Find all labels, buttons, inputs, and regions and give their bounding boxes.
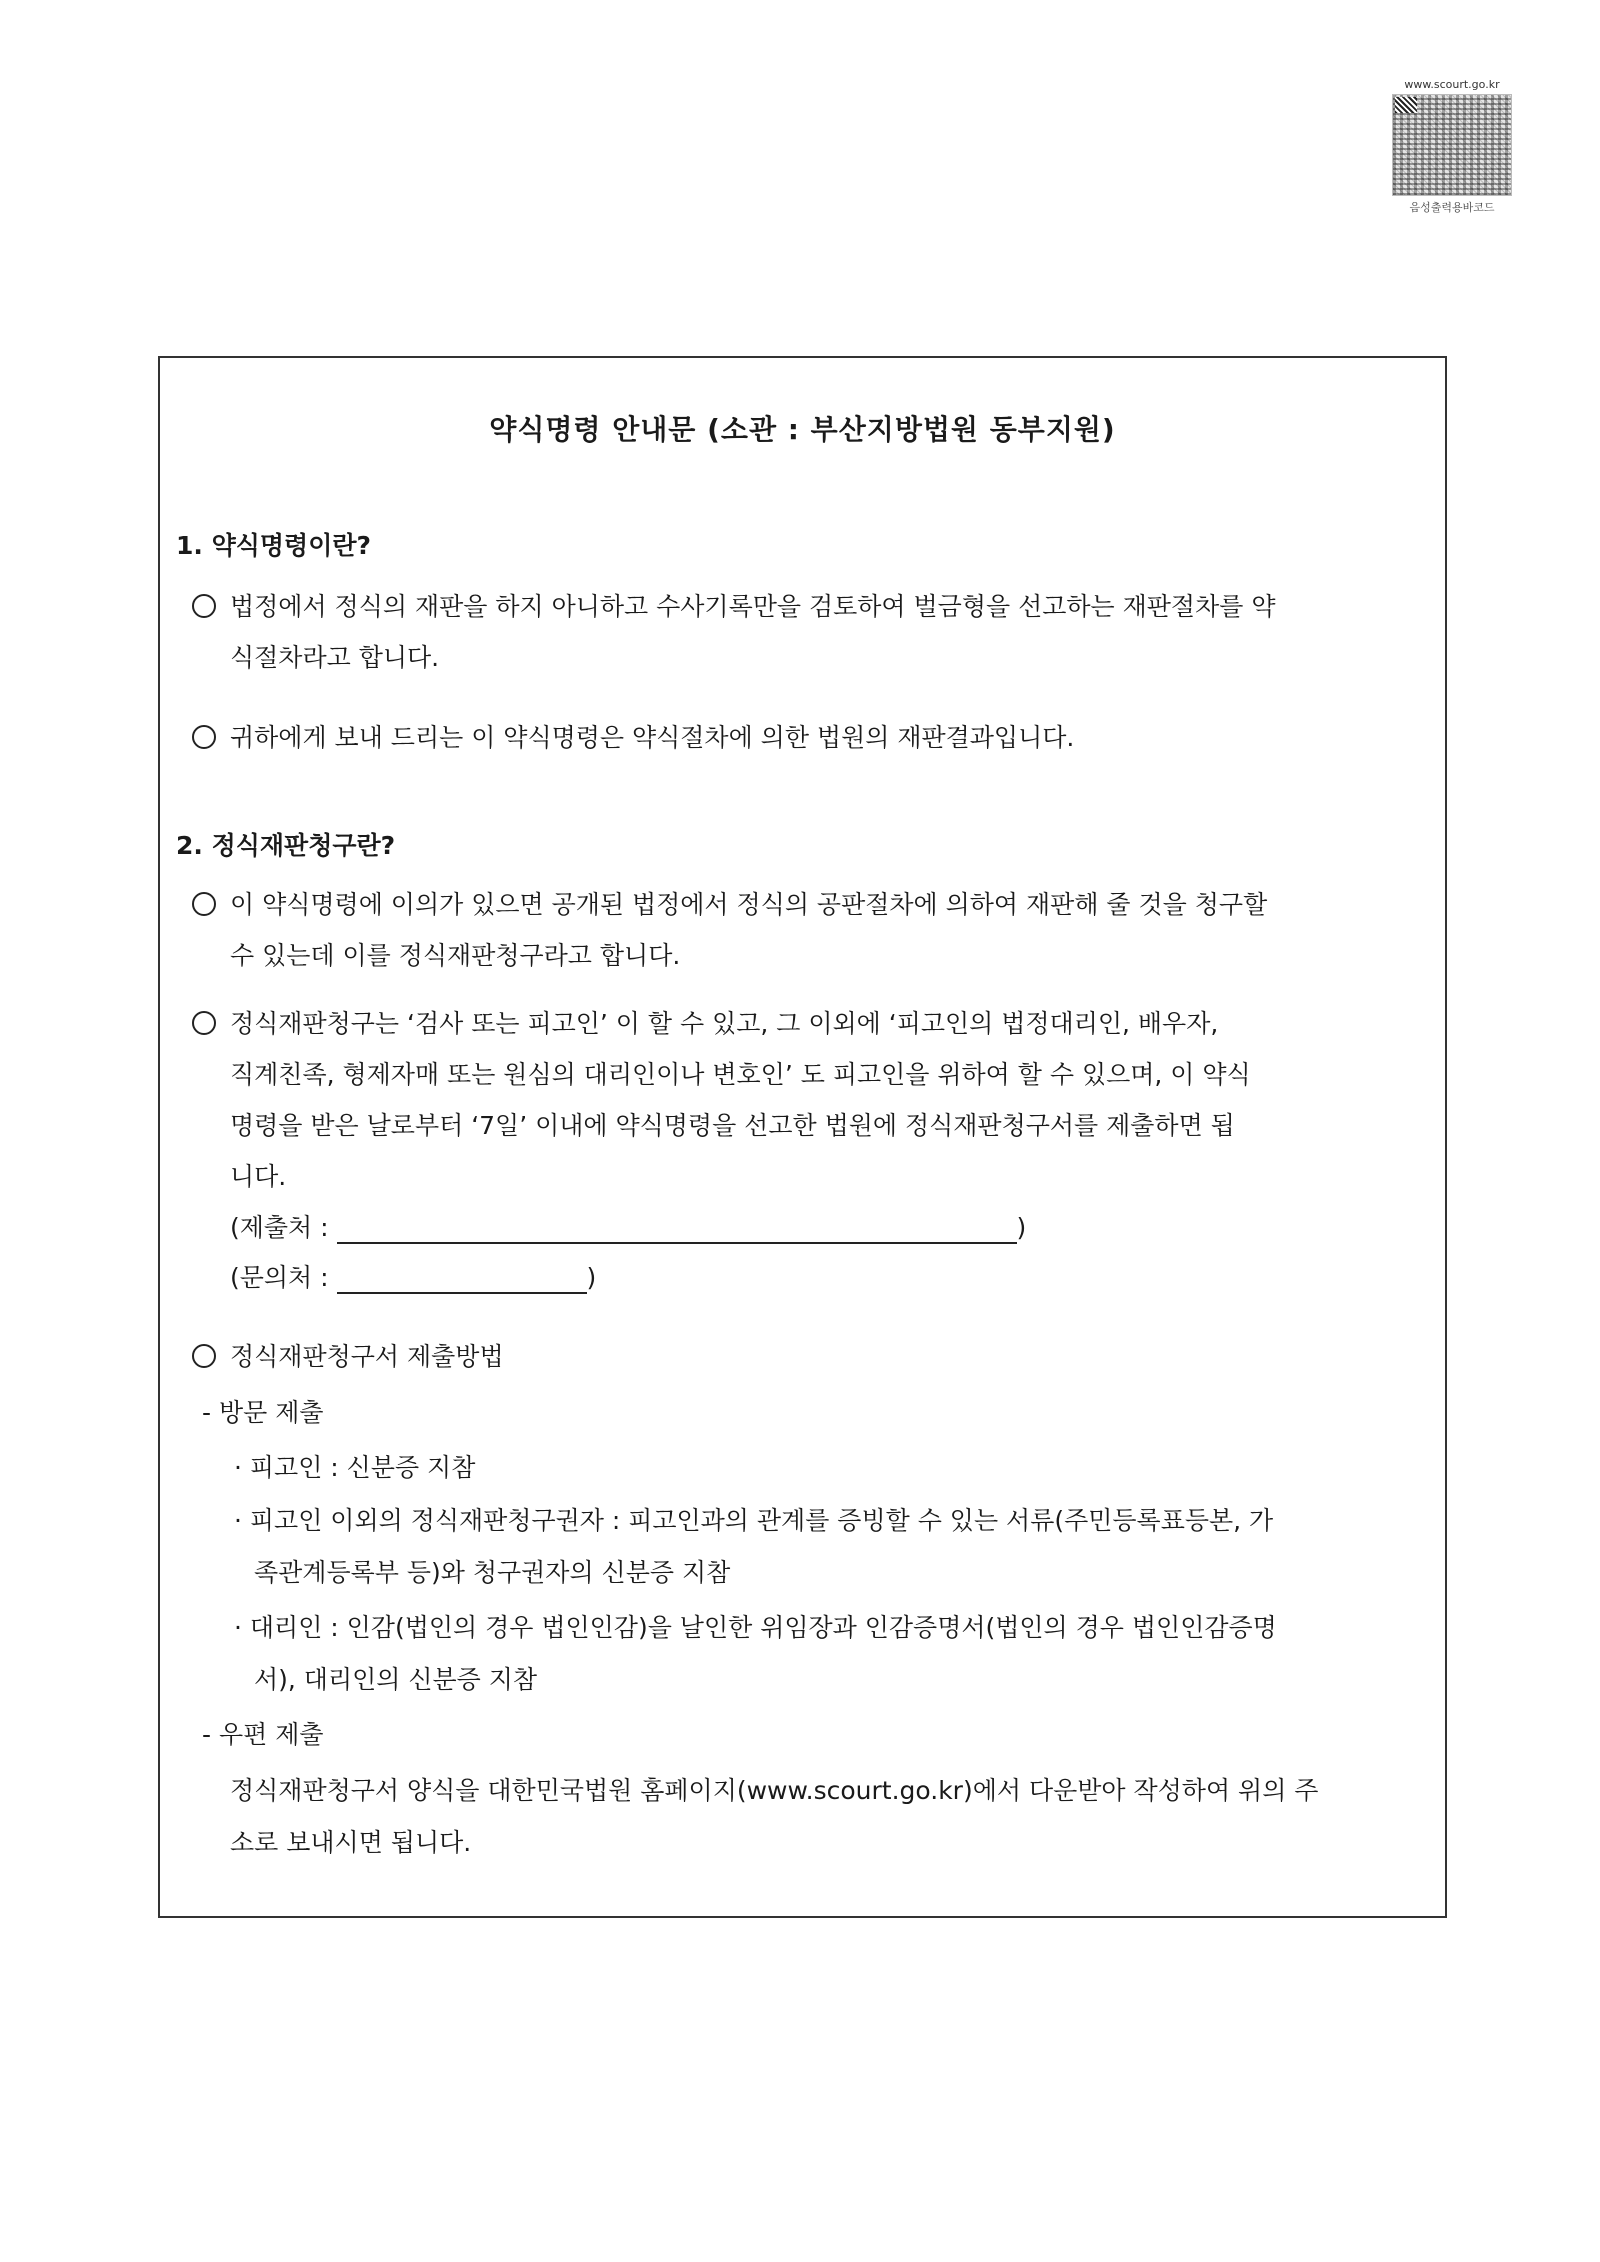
visit-heading: - 방문 제출	[202, 1398, 324, 1427]
visit-item-3-line2: 서), 대리인의 신분증 지참	[254, 1665, 538, 1694]
submit-to-blank	[337, 1216, 1017, 1244]
section2-heading: 2. 정식재판청구란?	[176, 831, 396, 860]
s2-p2-line4: 니다.	[230, 1162, 287, 1191]
s1-p1-line1: 법정에서 정식의 재판을 하지 아니하고 수사기록만을 검토하여 벌금형을 선고하는 재판절차를 약	[230, 592, 1276, 621]
submit-to-label: (제출처 :	[230, 1213, 329, 1242]
voice-barcode	[1388, 78, 1516, 215]
submit-to-field	[230, 1208, 1026, 1244]
s2-p1-line1: 이 약식명령에 이의가 있으면 공개된 법정에서 정식의 공판절차에 의하여 재판해 줄 것을 청구할	[230, 890, 1268, 919]
notice-title: 약식명령 안내문 (소관 : 부산지방법원 동부지원)	[489, 413, 1116, 446]
mail-line2: 소로 보내시면 됩니다.	[230, 1828, 472, 1857]
bullet-circle-icon	[192, 892, 216, 916]
submit-to-close: )	[1016, 1213, 1027, 1242]
bullet-circle-icon	[192, 1011, 216, 1035]
mail-heading: - 우편 제출	[202, 1720, 324, 1749]
method-heading: 정식재판청구서 제출방법	[230, 1342, 504, 1371]
s2-p1-line2: 수 있는데 이를 정식재판청구라고 합니다.	[230, 941, 681, 970]
visit-item-3-line1: · 대리인 : 인감(법인의 경우 법인인감)을 날인한 위임장과 인감증명서(법인의 경우 법인인감증명	[234, 1613, 1277, 1642]
s2-p2-line1: 정식재판청구는 ‘검사 또는 피고인’ 이 할 수 있고, 그 이외에 ‘피고인의 법정대리인, 배우자,	[230, 1009, 1219, 1038]
bullet-circle-icon	[192, 1344, 216, 1368]
barcode-url: www.scourt.go.kr	[1404, 78, 1500, 91]
inquiry-label: (문의처 :	[230, 1263, 329, 1292]
bullet-circle-icon	[192, 594, 216, 618]
visit-item-2-line1: · 피고인 이외의 정식재판청구권자 : 피고인과의 관계를 증빙할 수 있는 서류(주민등록표등본, 가	[234, 1506, 1274, 1535]
mail-line1: 정식재판청구서 양식을 대한민국법원 홈페이지(www.scourt.go.kr)에서 다운받아 작성하여 위의 주	[230, 1776, 1319, 1805]
inquiry-field	[230, 1258, 596, 1294]
visit-item-1: · 피고인 : 신분증 지참	[234, 1453, 476, 1482]
s2-p2-line2: 직계친족, 형제자매 또는 원심의 대리인이나 변호인’ 도 피고인을 위하여 할 수 있으며, 이 약식	[230, 1060, 1251, 1089]
visit-item-2-line2: 족관계등록부 등)와 청구권자의 신분증 지참	[254, 1558, 731, 1587]
qr-code-icon	[1392, 94, 1512, 196]
inquiry-blank	[337, 1266, 587, 1294]
inquiry-close: )	[586, 1263, 597, 1292]
notice-box	[158, 356, 1447, 1918]
barcode-caption: 음성출력용바코드	[1409, 201, 1495, 214]
bullet-circle-icon	[192, 725, 216, 749]
s1-p2-line1: 귀하에게 보내 드리는 이 약식명령은 약식절차에 의한 법원의 재판결과입니다.	[230, 723, 1075, 752]
s2-p2-line3: 명령을 받은 날로부터 ‘7일’ 이내에 약식명령을 선고한 법원에 정식재판청구서를 제출하면 됩	[230, 1111, 1235, 1140]
s1-p1-line2: 식절차라고 합니다.	[230, 643, 440, 672]
section1-heading: 1. 약식명령이란?	[176, 531, 371, 560]
